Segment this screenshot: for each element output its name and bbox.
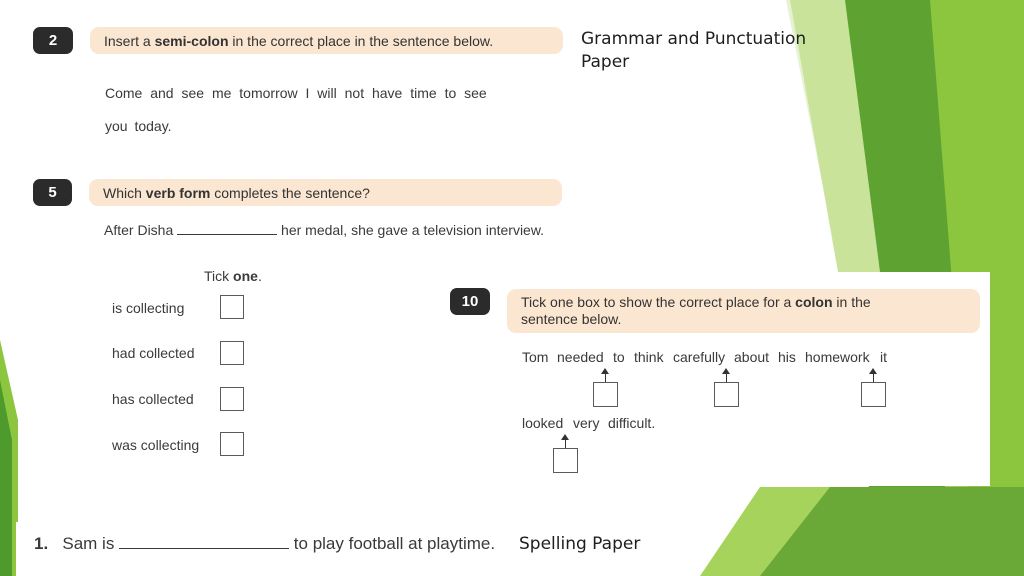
question-10-prompt (507, 289, 980, 333)
question-10-number: 10 (450, 288, 490, 315)
colon-option-box[interactable] (593, 368, 619, 408)
colon-option-box[interactable] (714, 368, 740, 408)
q5-prompt-post: completes the sentence? (214, 184, 370, 201)
option-checkbox[interactable] (220, 387, 244, 411)
q10-word: difficult. (608, 415, 656, 431)
grammar-heading: Grammar and Punctuation Paper (581, 29, 807, 72)
q10-word: it (880, 349, 887, 365)
q10-word: very (573, 415, 600, 431)
q5-tick-pre: Tick (204, 268, 230, 284)
colon-option-box[interactable] (553, 434, 579, 474)
option-label: has collected (112, 391, 194, 407)
colon-option-box[interactable] (861, 368, 887, 408)
q10-word: think (634, 349, 664, 365)
option-label: had collected (112, 345, 195, 361)
spelling-heading: Spelling Paper (519, 534, 641, 554)
question-2-prompt (90, 27, 563, 54)
q10-word: Tom (522, 349, 549, 365)
spelling-sentence-post: to play football at playtime. (293, 534, 496, 553)
question-5-prompt (89, 179, 562, 206)
q2-prompt-pre: Insert a (104, 32, 151, 49)
q10-word: looked (522, 415, 564, 431)
q2-prompt-bold: semi-colon (154, 32, 229, 49)
q5-tick-bold: one (233, 268, 258, 284)
question-10-panel (438, 272, 990, 486)
question-5-number: 5 (33, 179, 72, 206)
q10-prompt-line2: sentence below. (521, 311, 622, 327)
q10-prompt-pre: Tick one box to show the correct place for a (521, 294, 792, 310)
q10-word: homework (805, 349, 870, 365)
option-label: was collecting (112, 437, 200, 453)
question-2-sentence-line2: you today. (105, 118, 172, 134)
spelling-sentence-pre: Sam is (62, 534, 115, 553)
q10-word: to (613, 349, 625, 365)
q5-answer-blank[interactable] (177, 234, 277, 235)
q5-prompt-pre: Which (103, 184, 142, 201)
q10-prompt-post: in the (836, 294, 871, 310)
q2-prompt-post: in the correct place in the sentence below. (232, 32, 494, 49)
q5-prompt-bold: verb form (145, 184, 211, 201)
q5-tick-post: . (257, 268, 262, 284)
question-5-tick-instruction (204, 268, 262, 284)
question-2-sentence-line1: Come and see me tomorrow I will not have time to see (105, 85, 487, 101)
q5-sentence-pre: After Disha (104, 222, 174, 238)
option-checkbox[interactable] (220, 295, 244, 319)
question-2-number: 2 (33, 27, 73, 54)
q10-word: his (778, 349, 796, 365)
option-label: is collecting (112, 300, 185, 316)
q10-prompt-bold: colon (795, 294, 833, 310)
q10-word: about (734, 349, 770, 365)
question-5-sentence (104, 222, 544, 238)
option-checkbox[interactable] (220, 341, 244, 365)
q5-sentence-post: her medal, she gave a television interview. (281, 222, 545, 238)
q10-word: carefully (673, 349, 726, 365)
option-checkbox[interactable] (220, 432, 244, 456)
spelling-answer-blank[interactable] (119, 548, 289, 549)
spelling-question-sentence (34, 534, 495, 554)
q10-word: needed (557, 349, 604, 365)
spelling-question-number: 1. (34, 534, 49, 553)
